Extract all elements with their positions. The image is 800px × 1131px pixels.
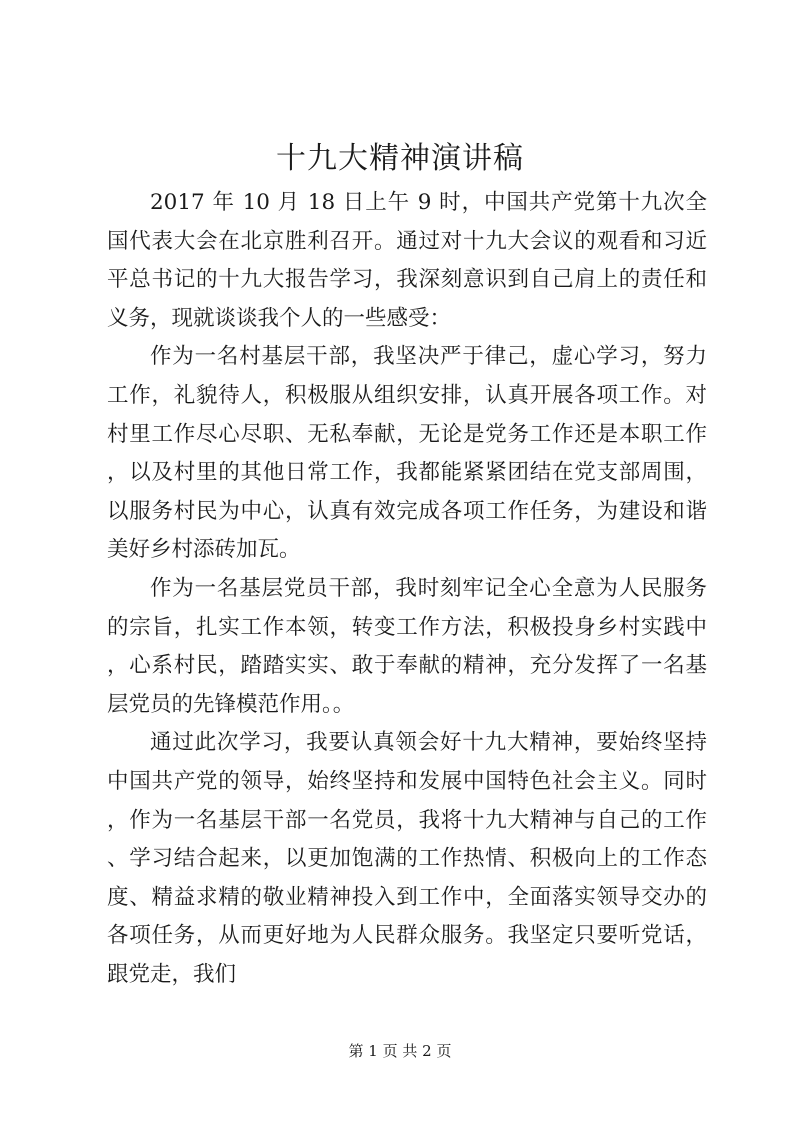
paragraph-4: 通过此次学习，我要认真领会好十九大精神，要始终坚持中国共产党的领导，始终坚持和发展中国特色社会主义。同时，作为一名基层干部一名党员，我将十九大精神与自己的工作、学习结合起来，以更加饱满的工作热情、积极向上的工作态度、精益求精的敬业精神投入到工作中，全面落实领导交办的各项任务，从而更好地为人民群众服务。我坚定只要听党话，跟党走，我们 (107, 730, 707, 987)
paragraph-3: 作为一名基层党员干部，我时刻牢记全心全意为人民服务的宗旨，扎实工作本领，转变工作方法，积极投身乡村实践中，心系村民，踏踏实实、敢于奉献的精神，充分发挥了一名基层党员的先锋模范作用。。 (107, 575, 707, 717)
paragraph-1: 2017 年 10 月 18 日上午 9 时，中国共产党第十九次全国代表大会在北京胜利召开。通过对十九大会议的观看和习近平总书记的十九大报告学习，我深刻意识到自己肩上的责任和义务，现就谈谈我个人的一些感受： (107, 190, 707, 331)
document-title: 十九大精神演讲稿 (276, 141, 524, 176)
page-number-footer: 第 1 页 共 2 页 (348, 1042, 452, 1060)
document-body (107, 184, 707, 994)
paragraph-2: 作为一名村基层干部，我坚决严于律己，虚心学习，努力工作，礼貌待人，积极服从组织安排，认真开展各项工作。对村里工作尽心尽职、无私奉献，无论是党务工作还是本职工作，以及村里的其他日常工作，我都能紧紧团结在党支部周围，以服务村民为中心，认真有效完成各项工作任务，为建设和谐美好乡村添砖加瓦。 (107, 344, 707, 563)
